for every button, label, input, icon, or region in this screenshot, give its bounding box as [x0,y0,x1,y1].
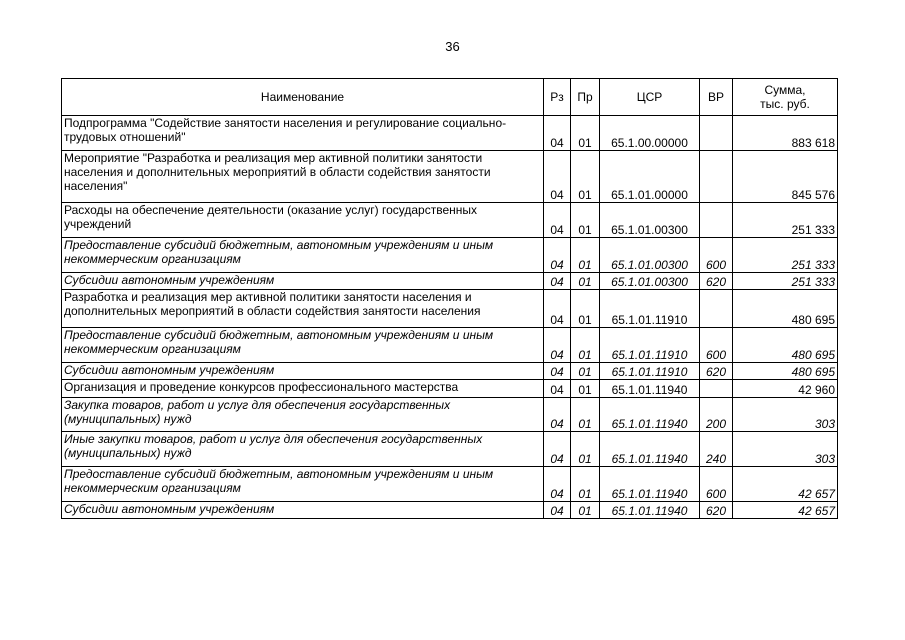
row-sum: 303 [733,398,838,432]
row-csr: 65.1.01.11910 [600,363,700,380]
row-pr: 01 [571,328,600,363]
table-row [62,238,838,273]
table-row [62,467,838,502]
row-pr: 01 [571,380,600,398]
row-name: Предоставление субсидий бюджетным, автономным учреждениям и иным некоммерческим организациям [62,328,544,363]
header-vr: ВР [700,79,733,116]
row-rz: 04 [544,273,571,290]
row-pr: 01 [571,151,600,203]
row-vr [700,203,733,238]
row-vr: 620 [700,502,733,519]
row-csr: 65.1.01.11910 [600,290,700,328]
row-csr: 65.1.01.00300 [600,273,700,290]
row-vr: 240 [700,432,733,467]
row-rz: 04 [544,151,571,203]
row-pr: 01 [571,363,600,380]
row-vr: 600 [700,467,733,502]
row-name: Подпрограмма "Содействие занятости населения и регулирование социально-трудовых отношений" [62,116,544,151]
row-vr: 620 [700,273,733,290]
row-csr: 65.1.01.11940 [600,398,700,432]
row-sum: 42 657 [733,502,838,519]
row-name: Организация и проведение конкурсов профессионального мастерства [62,380,544,398]
row-pr: 01 [571,467,600,502]
row-name: Субсидии автономным учреждениям [62,502,544,519]
table-row [62,502,838,519]
table-row [62,363,838,380]
row-name: Закупка товаров, работ и услуг для обеспечения государственных (муниципальных) нужд [62,398,544,432]
row-rz: 04 [544,432,571,467]
row-sum: 303 [733,432,838,467]
header-name: Наименование [62,79,544,116]
row-csr: 65.1.01.11940 [600,502,700,519]
row-sum: 251 333 [733,273,838,290]
row-vr: 600 [700,238,733,273]
row-pr: 01 [571,290,600,328]
row-csr: 65.1.01.11940 [600,380,700,398]
table-row [62,432,838,467]
row-name: Мероприятие "Разработка и реализация мер активной политики занятости населения и дополнительных мероприятий в области содействия занятости населения" [62,151,544,203]
row-sum: 42 960 [733,380,838,398]
row-vr [700,116,733,151]
table-row [62,398,838,432]
table-row [62,380,838,398]
row-pr: 01 [571,238,600,273]
row-rz: 04 [544,328,571,363]
row-rz: 04 [544,502,571,519]
row-pr: 01 [571,398,600,432]
header-sum [733,79,838,116]
row-pr: 01 [571,273,600,290]
row-sum: 480 695 [733,328,838,363]
header-sum-line1: Сумма, [764,83,806,97]
header-rz: Рз [544,79,571,116]
row-pr: 01 [571,116,600,151]
row-name: Субсидии автономным учреждениям [62,363,544,380]
row-csr: 65.1.01.00300 [600,238,700,273]
row-rz: 04 [544,380,571,398]
table-row [62,151,838,203]
row-vr [700,380,733,398]
table-row [62,203,838,238]
row-rz: 04 [544,398,571,432]
row-csr: 65.1.01.11910 [600,328,700,363]
row-sum: 251 333 [733,203,838,238]
row-vr [700,151,733,203]
row-sum: 42 657 [733,467,838,502]
row-pr: 01 [571,502,600,519]
row-rz: 04 [544,363,571,380]
table-row [62,328,838,363]
row-sum: 883 618 [733,116,838,151]
row-vr [700,290,733,328]
row-rz: 04 [544,203,571,238]
table-row [62,116,838,151]
header-csr: ЦСР [600,79,700,116]
row-vr: 200 [700,398,733,432]
row-csr: 65.1.01.00300 [600,203,700,238]
row-sum: 480 695 [733,363,838,380]
budget-table [61,78,838,519]
row-name: Предоставление субсидий бюджетным, автономным учреждениям и иным некоммерческим организациям [62,467,544,502]
row-name: Иные закупки товаров, работ и услуг для обеспечения государственных (муниципальных) нужд [62,432,544,467]
row-name: Субсидии автономным учреждениям [62,273,544,290]
row-name: Расходы на обеспечение деятельности (оказание услуг) государственных учреждений [62,203,544,238]
header-pr: Пр [571,79,600,116]
row-pr: 01 [571,432,600,467]
row-sum: 480 695 [733,290,838,328]
row-sum: 845 576 [733,151,838,203]
row-sum: 251 333 [733,238,838,273]
row-csr: 65.1.01.11940 [600,432,700,467]
row-name: Предоставление субсидий бюджетным, автономным учреждениям и иным некоммерческим организациям [62,238,544,273]
row-csr: 65.1.01.00000 [600,151,700,203]
page-number: 36 [445,39,460,54]
row-pr: 01 [571,203,600,238]
row-rz: 04 [544,467,571,502]
row-csr: 65.1.01.11940 [600,467,700,502]
table-row [62,273,838,290]
table-header-row [62,79,838,116]
row-rz: 04 [544,238,571,273]
row-csr: 65.1.00.00000 [600,116,700,151]
row-rz: 04 [544,116,571,151]
table-row [62,290,838,328]
row-rz: 04 [544,290,571,328]
header-sum-line2: тыс. руб. [760,97,810,111]
row-vr: 600 [700,328,733,363]
row-name: Разработка и реализация мер активной политики занятости населения и дополнительных мероприятий в области содействия занятости населения [62,290,544,328]
row-vr: 620 [700,363,733,380]
